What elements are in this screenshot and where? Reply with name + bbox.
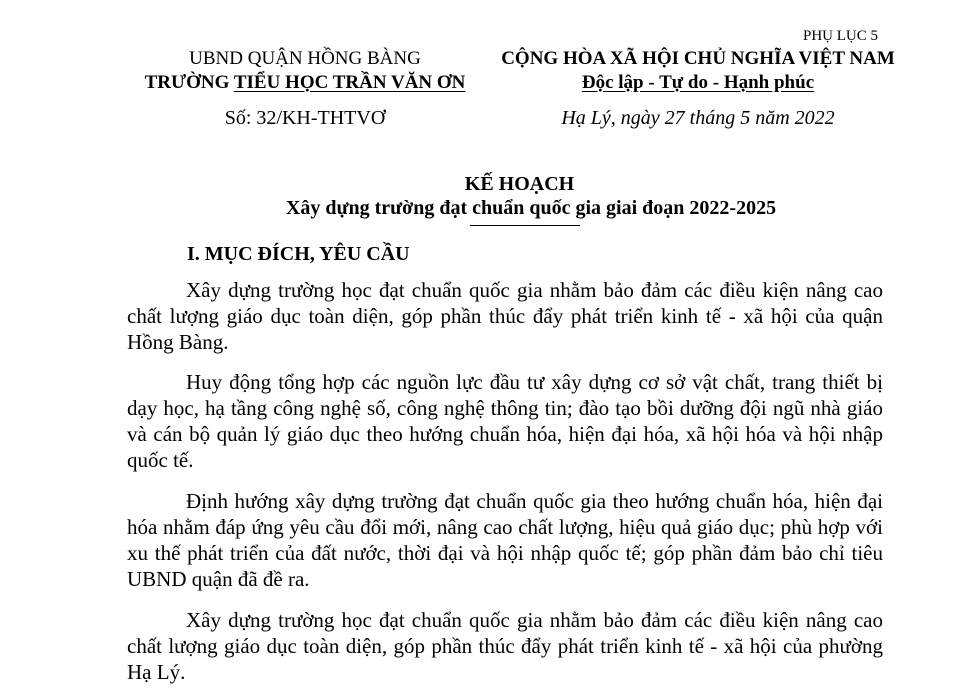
motto: Độc lập - Tự do - Hạnh phúc bbox=[581, 72, 815, 93]
paragraph-3: Định hướng xây dựng trường đạt chuẩn quốc gia theo hướng chuẩn hóa, hiện đại hóa nhằm đáp ứng yêu cầu đổi mới, nâng cao chất lượng, hiệu quả giáo dục; phù hợp với xu thế phát triển của đất nước, thời đại và hội nhập quốc tế; góp phần đảm bảo chỉ tiêu UBND quận đã đề ra. bbox=[127, 489, 883, 591]
paragraph-1: Xây dựng trường học đạt chuẩn quốc gia nhằm bảo đảm các điều kiện nâng cao chất lượng giáo dục toàn diện, góp phần thúc đẩy phát triển kinh tế - xã hội của quận Hồng Bàng. bbox=[127, 278, 883, 354]
paragraph-4: Xây dựng trường học đạt chuẩn quốc gia nhằm bảo đảm các điều kiện nâng cao chất lượng giáo dục toàn diện, góp phần thúc đẩy phát triển kinh tế - xã hội của phường Hạ Lý. bbox=[127, 608, 883, 684]
nation-name: CỘNG HÒA XÃ HỘI CHỦ NGHĨA VIỆT NAM bbox=[501, 48, 895, 69]
school-prefix: TRƯỜNG bbox=[144, 72, 230, 93]
section-heading: I. MỤC ĐÍCH, YÊU CẦU bbox=[187, 243, 410, 265]
appendix-label: PHỤ LỤC 5 bbox=[803, 28, 879, 44]
school-name: TIỂU HỌC TRẦN VĂN ƠN bbox=[233, 72, 466, 93]
document-subtitle: Xây dựng trường đạt chuẩn quốc gia giai đoạn 2022-2025 bbox=[285, 197, 777, 219]
issuing-authority: UBND QUẬN HỒNG BÀNG bbox=[189, 48, 421, 69]
school-name-line bbox=[140, 72, 470, 94]
document-title: KẾ HOẠCH bbox=[464, 173, 575, 195]
document-number: Số: 32/KH-THTVƠ bbox=[224, 107, 386, 129]
motto-line bbox=[478, 72, 918, 94]
title-divider bbox=[470, 225, 580, 226]
paragraph-2: Huy động tổng hợp các nguồn lực đầu tư xây dựng cơ sở vật chất, trang thiết bị dạy học, hạ tầng công nghệ số, công nghệ thông tin; đào tạo bồi dưỡng đội ngũ nhà giáo và cán bộ quản lý giáo dục theo hướng chuẩn hóa, hiện đại hóa, xã hội hóa và hội nhập quốc tế. bbox=[127, 370, 883, 472]
date-line: Hạ Lý, ngày 27 tháng 5 năm 2022 bbox=[561, 107, 835, 129]
